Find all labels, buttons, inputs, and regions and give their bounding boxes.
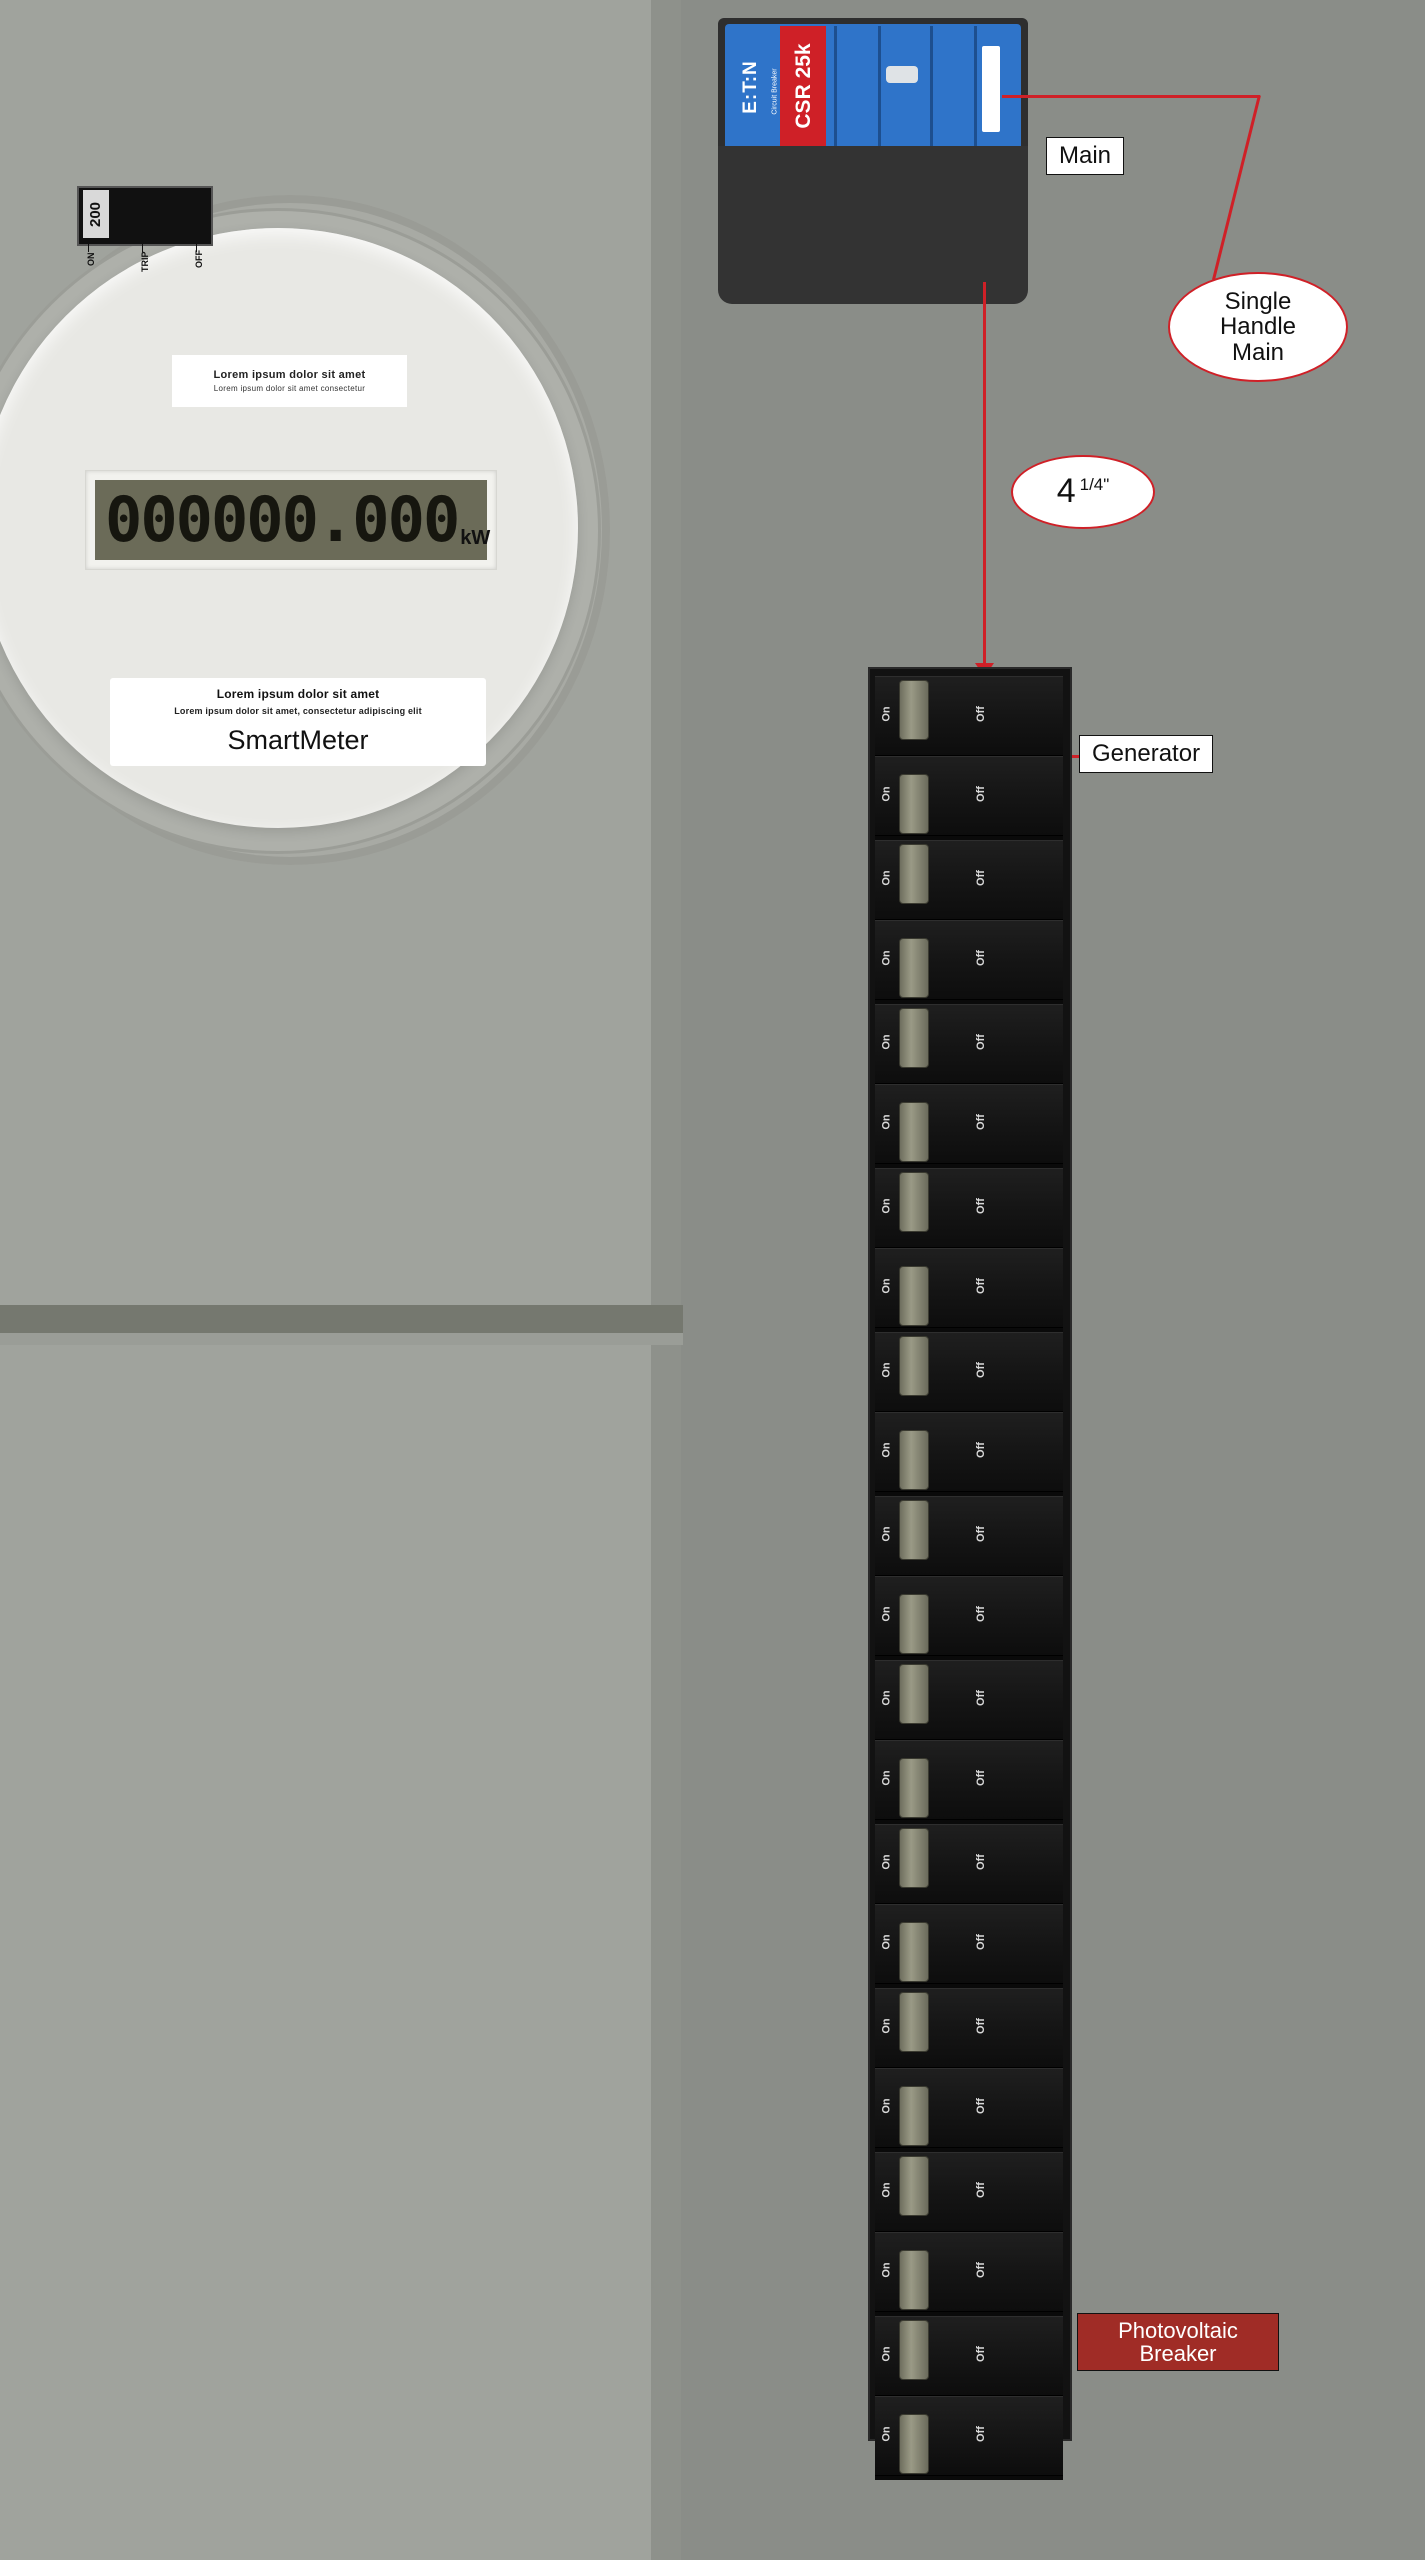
- breaker-on-label: On: [880, 2346, 893, 2362]
- breaker-on-label: On: [880, 1442, 893, 1458]
- breaker-on-label: On: [880, 1198, 893, 1214]
- callout-shm-line3: Main: [1231, 338, 1285, 366]
- eaton-logo-subtext: Circuit Breaker: [771, 68, 779, 115]
- breaker-on-label: On: [880, 1526, 893, 1542]
- callout-photovoltaic-breaker: [1077, 2313, 1279, 2371]
- breaker-on-label: On: [880, 1362, 893, 1378]
- main-breaker-device[interactable]: [718, 18, 1028, 286]
- breaker-on-label: On: [880, 1278, 893, 1294]
- meter-bottom-label-line2: Lorem ipsum dolor sit amet, consectetur adipiscing elit: [174, 706, 422, 716]
- callout-distance: [1011, 455, 1155, 529]
- breaker-off-label: Off: [974, 1278, 987, 1294]
- breaker-toggle-handle[interactable]: [899, 2250, 929, 2310]
- breaker-row[interactable]: [875, 2396, 1063, 2476]
- callout-shm-line1: Single: [1224, 288, 1292, 316]
- breaker-off-label: Off: [974, 1934, 987, 1950]
- breaker-off-label: Off: [974, 1442, 987, 1458]
- breaker-pair-divider: [875, 2476, 1063, 2480]
- breaker-on-label: On: [880, 1770, 893, 1786]
- main-breaker-rating-value: 200: [87, 201, 105, 227]
- breaker-off-label: Off: [974, 1690, 987, 1706]
- breaker-toggle-handle[interactable]: [899, 1430, 929, 1490]
- meter-lcd-screen: [95, 480, 491, 560]
- meter-lcd-frame: [85, 470, 497, 570]
- breaker-off-label: Off: [974, 1606, 987, 1622]
- breaker-row[interactable]: [875, 920, 1063, 1000]
- meter-top-label-line2: Lorem ipsum dolor sit amet consectetur: [213, 384, 366, 393]
- breaker-row[interactable]: [875, 1740, 1063, 1820]
- breaker-off-label: Off: [974, 2262, 987, 2278]
- breaker-row[interactable]: [875, 1168, 1063, 1248]
- breaker-row[interactable]: [875, 1248, 1063, 1328]
- breaker-toggle-handle[interactable]: [899, 844, 929, 904]
- main-breaker-model-band: [780, 26, 826, 148]
- main-breaker-lower-shell: [718, 146, 1028, 304]
- breaker-off-label: Off: [974, 1114, 987, 1130]
- faceplate-divider-2: [878, 26, 881, 148]
- breaker-on-label: On: [880, 2098, 893, 2114]
- breaker-toggle-handle[interactable]: [899, 1266, 929, 1326]
- wall-seam: [0, 1305, 683, 1333]
- breaker-off-label: Off: [974, 2346, 987, 2362]
- wall-seam-highlight: [0, 1333, 683, 1345]
- breaker-off-label: Off: [974, 950, 987, 966]
- breaker-on-label: On: [880, 870, 893, 886]
- breaker-row[interactable]: [875, 2316, 1063, 2396]
- load-center-panel[interactable]: [868, 667, 1072, 2441]
- breaker-on-label: On: [880, 2262, 893, 2278]
- meter-lcd-leading: 000: [105, 483, 211, 556]
- breaker-on-label: On: [880, 1934, 893, 1950]
- breaker-toggle-handle[interactable]: [899, 2086, 929, 2146]
- main-breaker-handle[interactable]: [982, 46, 1000, 132]
- breaker-toggle-handle[interactable]: [899, 1594, 929, 1654]
- breaker-row[interactable]: [875, 1332, 1063, 1412]
- faceplate-divider-1: [834, 26, 837, 148]
- breaker-toggle-handle[interactable]: [899, 1992, 929, 2052]
- callout-shm-line2: Handle: [1219, 313, 1297, 341]
- breaker-on-label: On: [880, 786, 893, 802]
- breaker-toggle-handle[interactable]: [899, 2156, 929, 2216]
- meter-lcd-units: kW: [460, 527, 491, 549]
- callout-generator-label: Generator: [1079, 735, 1213, 773]
- callout-distance-value: 4: [1056, 472, 1076, 511]
- leader-line-main-horizontal: [1002, 95, 1260, 98]
- breaker-on-label: On: [880, 950, 893, 966]
- breaker-toggle-handle[interactable]: [899, 1336, 929, 1396]
- breaker-on-label: On: [880, 1114, 893, 1130]
- breaker-off-label: Off: [974, 1362, 987, 1378]
- breaker-on-label: On: [880, 1606, 893, 1622]
- breaker-off-label: Off: [974, 2098, 987, 2114]
- breaker-toggle-handle[interactable]: [899, 774, 929, 834]
- breaker-toggle-handle[interactable]: [899, 1664, 929, 1724]
- breaker-row[interactable]: [875, 1004, 1063, 1084]
- breaker-off-label: Off: [974, 1770, 987, 1786]
- scale-label-off: OFF: [194, 250, 204, 268]
- wall-edge-shadow: [651, 0, 681, 2560]
- meter-bottom-label-line1: Lorem ipsum dolor sit amet: [216, 687, 380, 701]
- breaker-on-label: On: [880, 1854, 893, 1870]
- eaton-logo: [726, 26, 776, 148]
- breaker-off-label: Off: [974, 1034, 987, 1050]
- scale-label-on: ON: [86, 252, 96, 266]
- breaker-off-label: Off: [974, 2018, 987, 2034]
- breaker-toggle-handle[interactable]: [899, 1922, 929, 1982]
- breaker-row[interactable]: [875, 1412, 1063, 1492]
- breaker-toggle-handle[interactable]: [899, 680, 929, 740]
- breaker-toggle-handle[interactable]: [899, 1172, 929, 1232]
- breaker-on-label: On: [880, 1690, 893, 1706]
- meter-lcd-value: 000.000: [210, 483, 459, 556]
- breaker-off-label: Off: [974, 1526, 987, 1542]
- main-breaker-model-text: CSR 25k: [792, 43, 815, 129]
- breaker-on-label: On: [880, 2018, 893, 2034]
- callout-single-handle-main: [1168, 272, 1348, 382]
- main-breaker-position-scale: [70, 240, 230, 278]
- breaker-off-label: Off: [974, 786, 987, 802]
- breaker-off-label: Off: [974, 1854, 987, 1870]
- breaker-row[interactable]: [875, 1084, 1063, 1164]
- scale-label-trip: TRIP: [140, 251, 150, 272]
- breaker-toggle-handle[interactable]: [899, 1102, 929, 1162]
- breaker-row[interactable]: [875, 2232, 1063, 2312]
- breaker-row[interactable]: [875, 840, 1063, 920]
- breaker-row[interactable]: [875, 1576, 1063, 1656]
- breaker-toggle-handle[interactable]: [899, 2320, 929, 2380]
- callout-pv-line2: Breaker: [1139, 2341, 1217, 2367]
- breaker-row[interactable]: [875, 1988, 1063, 2068]
- faceplate-divider-3: [930, 26, 933, 148]
- meter-brand-name: SmartMeter: [227, 725, 369, 755]
- main-breaker-rating-tag: [83, 190, 109, 238]
- eaton-logo-text: E:T:N: [740, 60, 761, 114]
- breaker-row[interactable]: [875, 1660, 1063, 1740]
- breaker-toggle-handle[interactable]: [899, 938, 929, 998]
- callout-pv-line1: Photovoltaic: [1118, 2318, 1238, 2343]
- breaker-off-label: Off: [974, 1198, 987, 1214]
- breaker-row[interactable]: [875, 2068, 1063, 2148]
- meter-top-label: [172, 355, 407, 407]
- main-breaker-test-button[interactable]: [886, 66, 918, 83]
- breaker-row[interactable]: [875, 1904, 1063, 1984]
- scale-tick-on: [88, 240, 89, 252]
- callout-distance-fraction: 1/4": [1079, 475, 1110, 495]
- breaker-on-label: On: [880, 1034, 893, 1050]
- leader-line-vertical-gap: [983, 282, 986, 682]
- breaker-toggle-handle[interactable]: [899, 1828, 929, 1888]
- breaker-on-label: On: [880, 2182, 893, 2198]
- meter-top-label-line1: Lorem ipsum dolor sit amet: [213, 369, 366, 381]
- faceplate-divider-4: [974, 26, 977, 148]
- breaker-off-label: Off: [974, 2182, 987, 2198]
- breaker-row[interactable]: [875, 1824, 1063, 1904]
- breaker-on-label: On: [880, 2426, 893, 2442]
- breaker-row[interactable]: [875, 756, 1063, 836]
- breaker-on-label: On: [880, 706, 893, 722]
- breaker-row[interactable]: [875, 1496, 1063, 1576]
- breaker-toggle-handle[interactable]: [899, 1008, 929, 1068]
- meter-bottom-label: [110, 678, 486, 766]
- breaker-off-label: Off: [974, 870, 987, 886]
- breaker-row[interactable]: [875, 676, 1063, 756]
- callout-main-label: Main: [1046, 137, 1124, 175]
- breaker-toggle-handle[interactable]: [899, 1758, 929, 1818]
- breaker-toggle-handle[interactable]: [899, 2414, 929, 2474]
- breaker-off-label: Off: [974, 706, 987, 722]
- breaker-row[interactable]: [875, 2152, 1063, 2232]
- breaker-off-label: Off: [974, 2426, 987, 2442]
- scale-tick-trip: [142, 240, 143, 252]
- breaker-toggle-handle[interactable]: [899, 1500, 929, 1560]
